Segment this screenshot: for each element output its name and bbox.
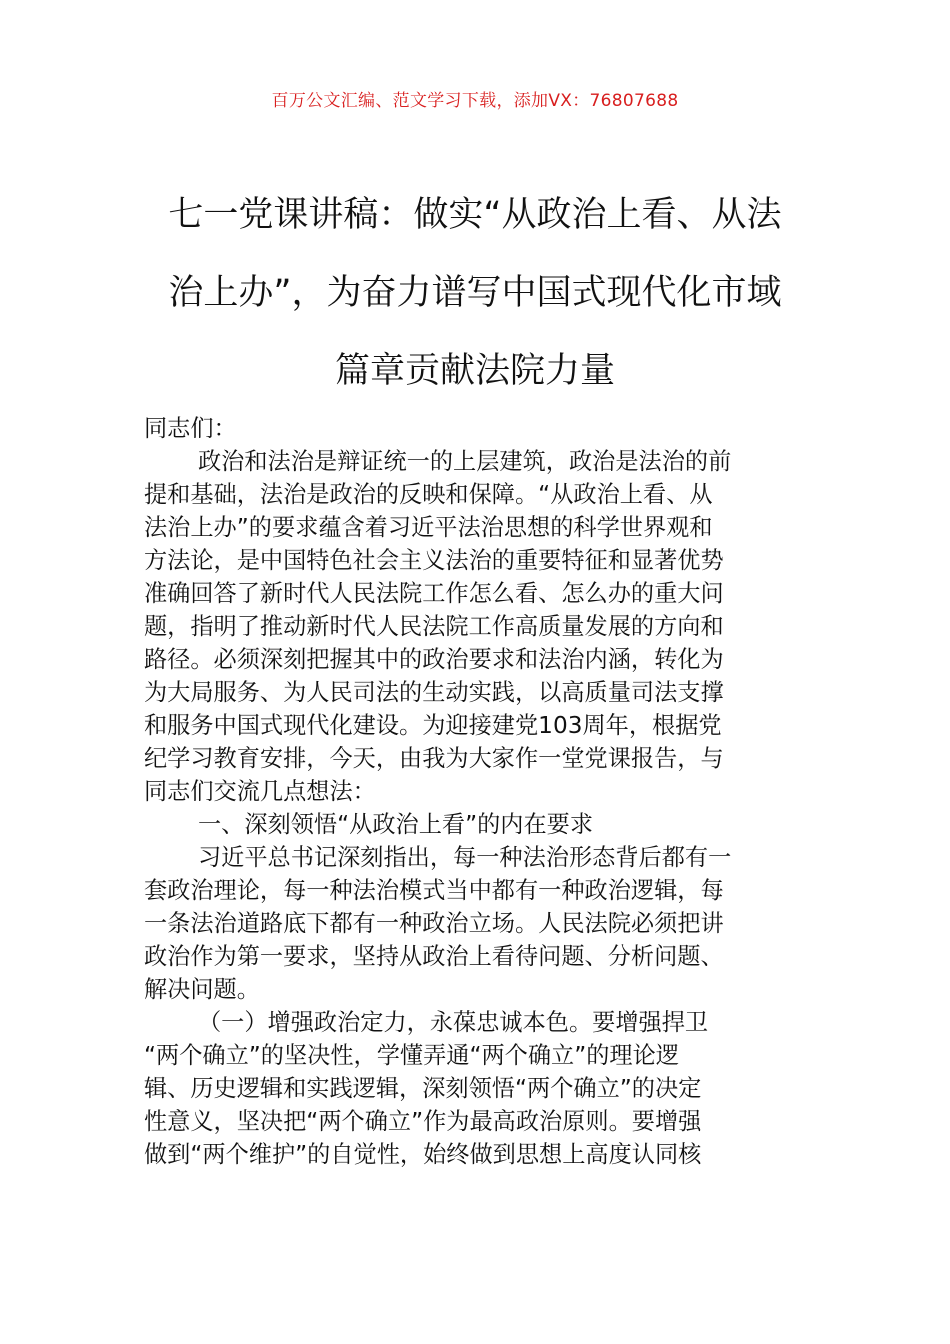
body-text-line: 套政治理论，每一种法治模式当中都有一种政治逻辑，每 xyxy=(144,877,724,904)
body-text-line: 政治和法治是辩证统一的上层建筑，政治是法治的前 xyxy=(198,448,732,475)
body-text-line: 法治上办”的要求蕴含着习近平法治思想的科学世界观和 xyxy=(144,514,713,541)
body-text-line: 纪学习教育安排，今天，由我为大家作一堂党课报告，与 xyxy=(144,745,724,772)
document-body xyxy=(144,412,812,1171)
body-text-line: （一）增强政治定力，永葆忠诚本色。要增强捍卫 xyxy=(198,1009,709,1036)
body-text-line: 一、深刻领悟“从政治上看”的内在要求 xyxy=(198,811,594,838)
body-text-line: 路径。必须深刻把握其中的政治要求和法治内涵，转化为 xyxy=(144,646,724,673)
body-text-line: 准确回答了新时代人民法院工作怎么看、怎么办的重大问 xyxy=(144,580,724,607)
salutation: 同志们： xyxy=(144,415,237,442)
body-text-line: 做到“两个维护”的自觉性，始终做到思想上高度认同核 xyxy=(144,1141,702,1168)
body-text-line: 方法论，是中国特色社会主义法治的重要特征和显著优势 xyxy=(144,547,724,574)
body-text-line: 性意义，坚决把“两个确立”作为最高政治原则。要增强 xyxy=(144,1108,702,1135)
title-line: 篇章贡献法院力量 xyxy=(334,351,615,391)
title-line: 七一党课讲稿：做实“从政治上看、从法 xyxy=(168,195,782,235)
title-line: 治上办”，为奋力谱写中国式现代化市域 xyxy=(168,273,782,313)
body-text-line: 习近平总书记深刻指出，每一种法治形态背后都有一 xyxy=(198,844,732,871)
document-title xyxy=(140,176,810,410)
body-text-line: 提和基础，法治是政治的反映和保障。“从政治上看、从 xyxy=(144,481,713,508)
body-text-line: 解决问题。 xyxy=(144,976,260,1003)
body-text-line: 题，指明了推动新时代人民法院工作高质量发展的方向和 xyxy=(144,613,724,640)
body-text-line: “两个确立”的坚决性，学懂弄通“两个确立”的理论逻 xyxy=(144,1042,679,1069)
body-text-line: 同志们交流几点想法： xyxy=(144,778,376,805)
body-text-line: 政治作为第一要求，坚持从政治上看待问题、分析问题、 xyxy=(144,943,724,970)
body-text-line: 为大局服务、为人民司法的生动实践，以高质量司法支撑 xyxy=(144,679,724,706)
body-text-line: 和服务中国式现代化建设。为迎接建党103周年，根据党 xyxy=(144,712,722,739)
body-text-line: 辑、历史逻辑和实践逻辑，深刻领悟“两个确立”的决定 xyxy=(144,1075,702,1102)
watermark-header: 百万公文汇编、范文学习下载，添加VX：76807688 xyxy=(271,91,679,111)
body-text-line: 一条法治道路底下都有一种政治立场。人民法院必须把讲 xyxy=(144,910,724,937)
